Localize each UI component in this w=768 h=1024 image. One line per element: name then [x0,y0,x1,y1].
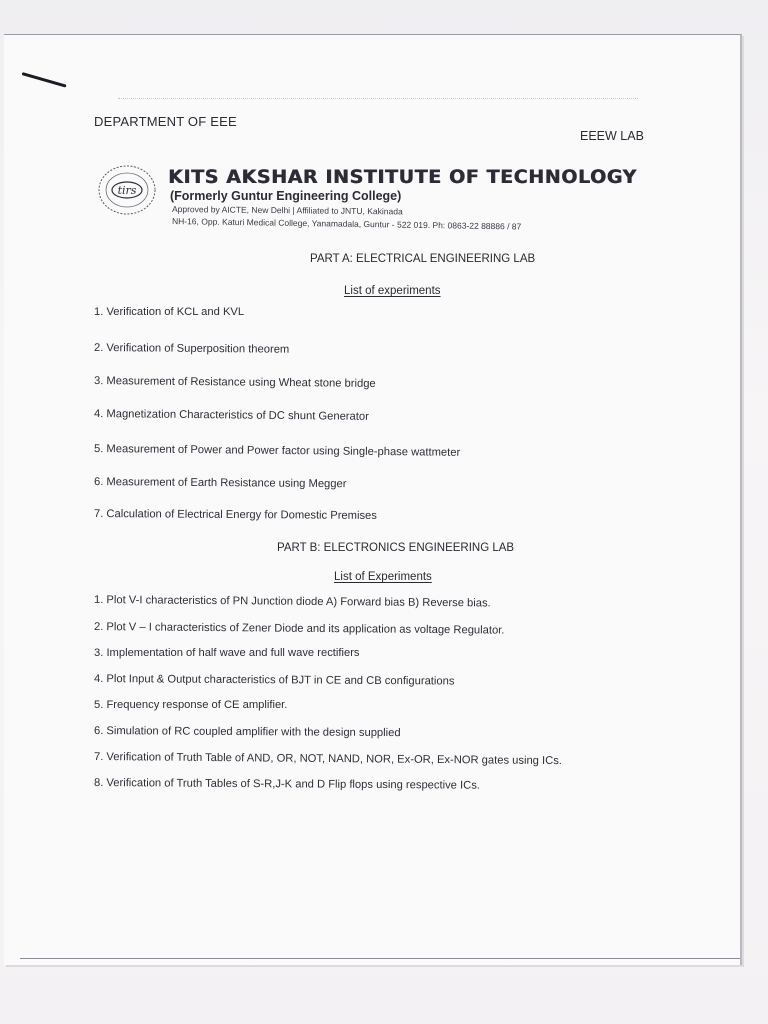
part-a-item: 7. Calculation of Electrical Energy for Domestic Premises [93,508,377,522]
part-b-item: 6. Simulation of RC coupled amplifier with the design supplied [93,725,401,740]
part-b-title: PART B: ELECTRONICS ENGINEERING LAB [277,542,515,554]
part-a-item: 4. Magnetization Characteristics of DC shunt Generator [93,408,369,423]
lab-code-label: EEEW LAB [580,129,644,143]
part-b-item: 4. Plot Input & Output characteristics of BJT in CE and CB configurations [93,673,455,688]
part-b-subtitle: List of Experiments [334,571,432,583]
college-address: NH-16, Opp. Katuri Medical College, Yanamadala, Guntur - 522 019. Ph: 0863-22 88886 / 87 [171,216,522,232]
college-seal-logo [96,164,158,216]
part-b-item: 3. Implementation of half wave and full wave rectifiers [94,647,360,659]
seal-text: tirs [117,184,137,197]
part-b-item: 5. Frequency response of CE amplifier. [94,699,288,711]
part-a-item: 1. Verification of KCL and KVL [94,306,245,318]
part-b-item: 2. Plot V – I characteristics of Zener Diode and its application as voltage Regulator. [93,621,505,637]
college-approval: Approved by AICTE, New Delhi | Affiliated to JNTU, Kakinada [171,204,403,217]
part-b-item: 8. Verification of Truth Tables of S-R,J-K and D Flip flops using respective ICs. [93,777,480,792]
part-a-subtitle: List of experiments [344,285,441,297]
college-name: KITS AKSHAR INSTITUTE OF TECHNOLOGY [168,166,637,188]
department-label: DEPARTMENT OF EEE [94,114,237,129]
sheet-edge-line [20,958,740,959]
part-a-title: PART A: ELECTRICAL ENGINEERING LAB [310,253,536,265]
header-rule [118,98,638,99]
part-a-item: 5. Measurement of Power and Power factor using Single-phase wattmeter [93,443,461,459]
part-b-item: 7. Verification of Truth Table of AND, OR, NOT, NAND, NOR, Ex-OR, Ex-NOR gates using ICs. [93,751,562,768]
part-a-item: 3. Measurement of Resistance using Wheat stone bridge [93,375,376,390]
part-b-item: 1. Plot V-I characteristics of PN Junction diode A) Forward bias B) Reverse bias. [93,594,491,610]
part-a-item: 6. Measurement of Earth Resistance using Megger [93,476,347,491]
college-former-name: (Formerly Guntur Engineering College) [170,189,402,203]
part-a-item: 2. Verification of Superposition theorem [93,342,290,356]
